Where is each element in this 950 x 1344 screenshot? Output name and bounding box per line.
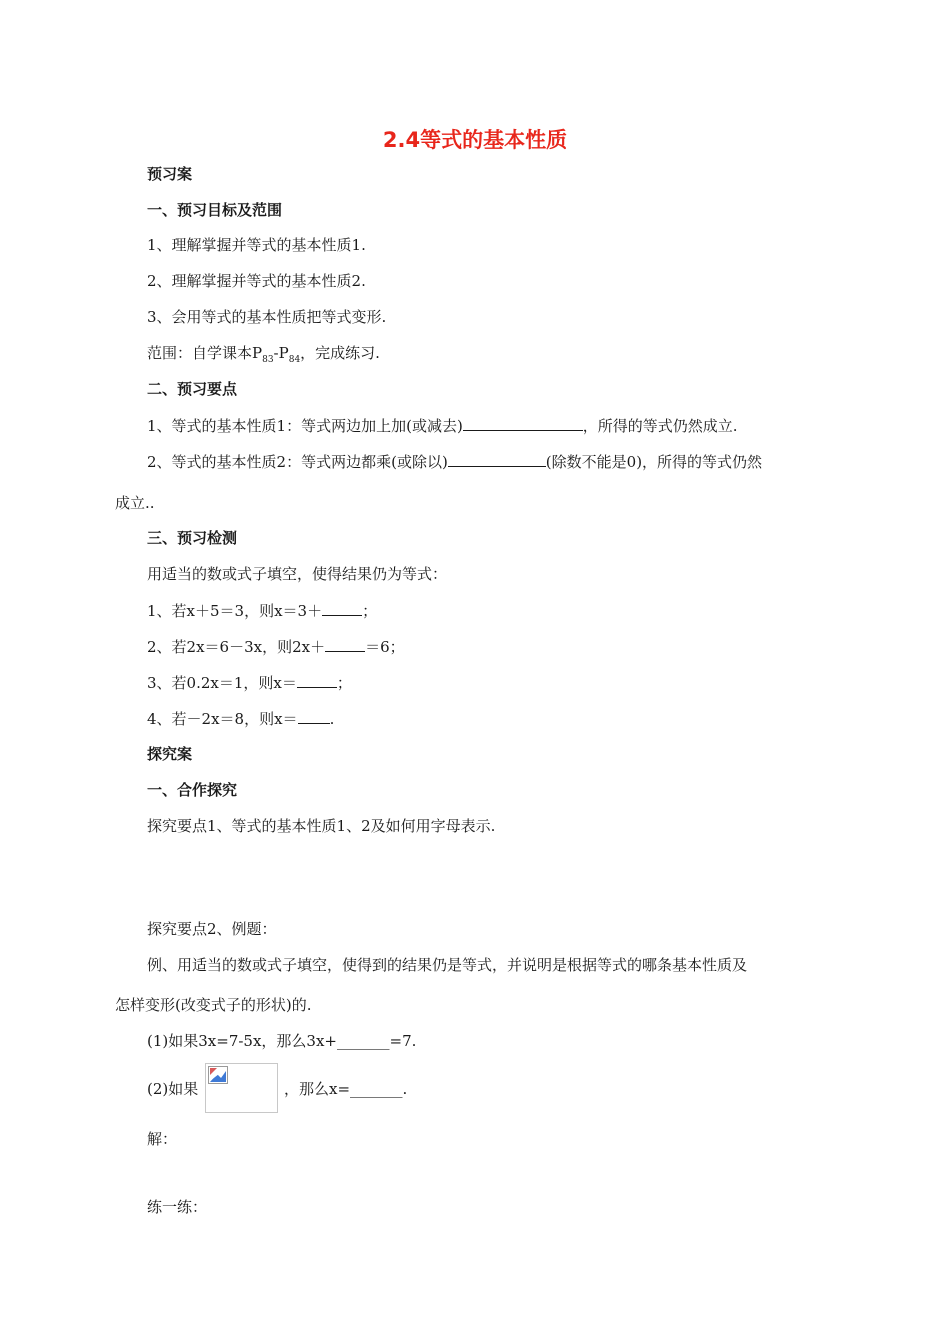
section-heading-cooperate: 一、合作探究 bbox=[147, 781, 238, 799]
example-text: 例、用适当的数或式子填空，使得到的结果仍是等式，并说明是根据等式的哪条基本性质及 bbox=[147, 956, 748, 974]
check-question-1: 1、若x＋5＝3，则x＝3＋ ； bbox=[147, 602, 378, 620]
fill-blank[interactable] bbox=[448, 451, 546, 467]
practice-label: 练一练： bbox=[147, 1198, 208, 1216]
check-question-2: 2、若2x＝6－3x，则2x＋ ＝6； bbox=[147, 638, 405, 656]
broken-image-icon bbox=[208, 1066, 228, 1084]
broken-image-placeholder bbox=[205, 1063, 278, 1113]
fill-blank[interactable] bbox=[463, 415, 583, 431]
preview-heading: 预习案 bbox=[147, 165, 193, 183]
fill-blank[interactable] bbox=[298, 708, 330, 724]
fill-blank[interactable] bbox=[297, 672, 337, 688]
property-1-line: 1、等式的基本性质1：等式两边加上加(或减去) ，所得的等式仍然成立. bbox=[147, 417, 738, 435]
check-question-4: 4、若－2x＝8，则x＝ . bbox=[147, 710, 335, 728]
goal-item-1: 1、理解掌握并等式的基本性质1. bbox=[147, 236, 366, 254]
example-text-continuation: 怎样变形(改变式子的形状)的. bbox=[115, 996, 312, 1014]
goal-item-2: 2、理解掌握并等式的基本性质2. bbox=[147, 272, 366, 290]
check-intro: 用适当的数或式子填空，使得结果仍为等式： bbox=[147, 565, 448, 583]
section-heading-check: 三、预习检测 bbox=[147, 529, 238, 547]
property-2-continuation: 成立.. bbox=[115, 494, 155, 512]
goal-item-3: 3、会用等式的基本性质把等式变形. bbox=[147, 308, 387, 326]
fill-blank[interactable] bbox=[325, 636, 365, 652]
explore-point-1: 探究要点1、等式的基本性质1、2及如何用字母表示. bbox=[147, 817, 496, 835]
property-2-line: 2、等式的基本性质2：等式两边都乘(或除以) (除数不能是0)，所得的等式仍然 bbox=[147, 453, 763, 471]
explore-heading: 探究案 bbox=[147, 745, 193, 763]
explore-point-2: 探究要点2、例题： bbox=[147, 920, 277, 938]
scope-line: 范围：自学课本$P_{83}-P_{84}$，完成练习. bbox=[147, 344, 380, 365]
fill-blank[interactable] bbox=[322, 600, 362, 616]
solution-label: 解： bbox=[147, 1130, 178, 1148]
example-2-prefix: (2)如果 bbox=[147, 1080, 199, 1098]
check-question-3: 3、若0.2x＝1，则x＝ ； bbox=[147, 674, 352, 692]
example-2-suffix: ，那么x=_______. bbox=[284, 1080, 408, 1098]
example-1: (1)如果3x=7-5x，那么3x+_______=7. bbox=[147, 1032, 417, 1050]
page-title: 2.4等式的基本性质 bbox=[382, 128, 568, 152]
section-heading-points: 二、预习要点 bbox=[147, 380, 238, 398]
section-heading-goals: 一、预习目标及范围 bbox=[147, 201, 283, 219]
